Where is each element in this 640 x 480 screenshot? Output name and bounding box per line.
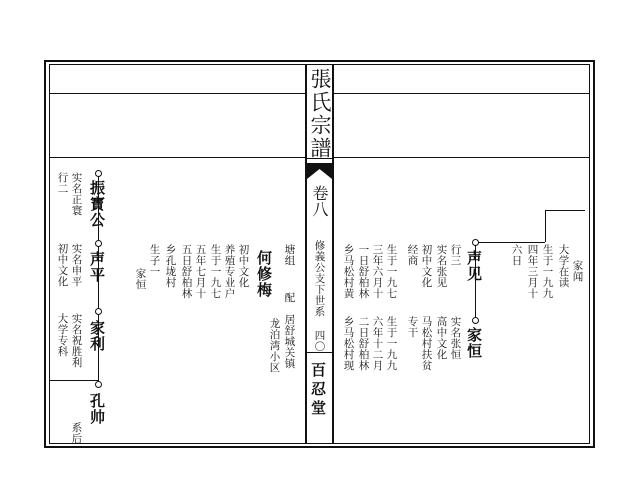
lineage-branch-vertical <box>545 210 546 242</box>
lineage-branch-line <box>475 242 545 243</box>
spouse-group: 塘组 <box>283 244 296 266</box>
bio-title: 专干 <box>406 316 419 338</box>
child-count: 生子一 <box>148 244 161 277</box>
bio-line: 乡孔垅村 <box>164 244 177 288</box>
bio-birth: 生于一九七 <box>385 244 398 299</box>
bio-line: 初中文化 <box>237 244 250 288</box>
bio-education: 高中文化 <box>435 316 448 360</box>
note-successor: 系后 <box>70 422 83 444</box>
person-name-jiaheng: 家恒 <box>465 327 483 359</box>
person-name-jiali: 家利 <box>88 320 106 352</box>
person-name-shengping: 声平 <box>88 251 106 283</box>
bio-rank: 行三 <box>449 244 462 266</box>
lineage-node <box>95 240 102 247</box>
bio-birthplace: 一日舒柏林 <box>357 244 370 299</box>
bio-birthplace: 二日舒柏林 <box>357 316 370 371</box>
note-education-jiali: 大学专科 <box>56 313 69 357</box>
person-name-kongshuai: 孔帅 <box>88 393 106 425</box>
lineage-node <box>472 239 479 246</box>
note-rank-zhenbao: 行二 <box>56 172 69 194</box>
bio-occupation: 马松村扶贫 <box>420 316 433 371</box>
spouse-address: 龙泊湾小区 <box>268 318 281 373</box>
rule-mid-right <box>334 157 590 158</box>
bio-line: 五年七月十 <box>194 244 207 299</box>
hall-name: 百忍堂 <box>309 362 327 419</box>
lineage-node <box>95 308 102 315</box>
spouse-name: 何修梅 <box>255 250 273 298</box>
person-name-shengjian: 声见 <box>465 250 483 282</box>
note-education-shengping: 初中文化 <box>56 243 69 287</box>
person-name-zhenbao: 振寳公 <box>88 180 106 228</box>
spine-rule-3 <box>307 352 332 353</box>
lineage-node <box>472 317 479 324</box>
child-name-jiaheng: 家恒 <box>134 268 147 290</box>
bio-line: 生于一九七 <box>209 244 222 299</box>
bio-birth-date: 六年十二月 <box>371 316 384 371</box>
spouse-residence: 配 居舒城关镇 <box>283 292 296 369</box>
bio-birth-date: 三年六月十 <box>371 244 384 299</box>
bio-residence: 乡马松村黄 <box>342 244 355 299</box>
bio-realname: 实名张见 <box>435 244 448 288</box>
bio-education: 初中文化 <box>420 244 433 288</box>
bio-line: 五日舒柏林 <box>180 244 193 299</box>
child-birth: 生于一九九 <box>541 244 554 299</box>
lineage-branch-top <box>545 210 585 211</box>
rule-top-left <box>49 93 305 94</box>
branch-label: 修義公支下世系 <box>313 240 326 317</box>
genealogy-title: 張氏宗譜 <box>308 68 332 160</box>
page-number: 四〇 <box>313 330 326 352</box>
rule-top-right <box>334 93 590 94</box>
rule-mid-left <box>49 157 305 158</box>
child-name: 家闻 <box>571 260 584 282</box>
child-education: 大学在读 <box>557 244 570 288</box>
bio-occupation: 经商 <box>406 244 419 266</box>
note-realname-shengping: 实名申平 <box>70 243 83 287</box>
bio-birth: 生于一九九 <box>385 316 398 371</box>
note-realname-jiali: 实名祝胜利 <box>70 313 83 368</box>
bio-realname: 实名张恒 <box>449 316 462 360</box>
lineage-node <box>95 170 102 177</box>
rule-bottom-left <box>49 380 99 381</box>
fishtail-mark <box>307 163 332 183</box>
child-birth-date: 四年三月十 <box>526 244 539 299</box>
note-realname-zhenbao: 实名正寰 <box>70 172 83 216</box>
volume-label: 卷八 <box>310 185 329 217</box>
bio-residence: 乡马松村现 <box>342 316 355 371</box>
lineage-node <box>95 381 102 388</box>
child-birth-day: 六日 <box>510 244 523 266</box>
bio-line: 养殖专业户 <box>223 244 236 299</box>
